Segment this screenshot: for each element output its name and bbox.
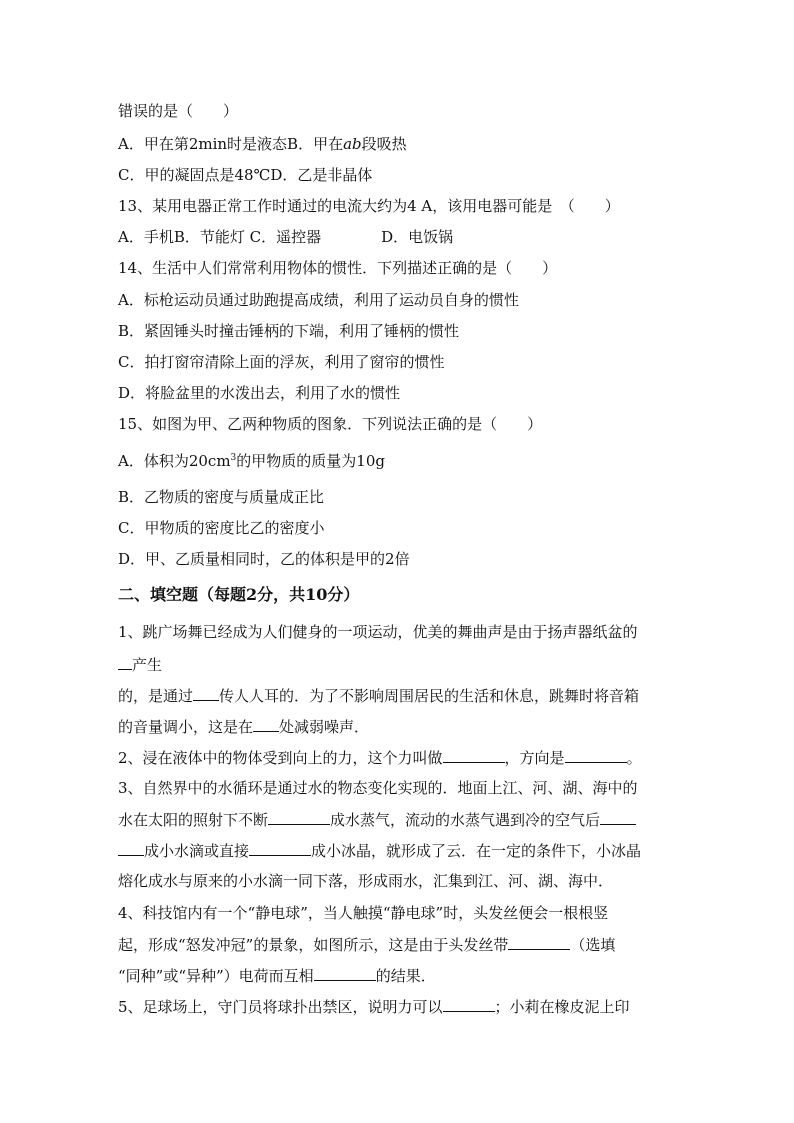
answer-blank[interactable] (443, 747, 505, 763)
fill-q3-line4 (118, 871, 613, 891)
text: 错误的是（ ） (118, 102, 239, 120)
q14-option-c (118, 352, 444, 372)
text: D．甲、乙质量相同时，乙的体积是甲的2倍 (118, 550, 410, 568)
text: B．乙物质的密度与质量成正比 (118, 488, 325, 506)
text: D．将脸盆里的水泼出去，利用了水的惯性 (118, 384, 401, 402)
q12-options-cd (118, 165, 372, 185)
text: 水在太阳的照射下不断 (118, 811, 269, 829)
answer-blank[interactable] (443, 996, 495, 1012)
q12-options-ab (118, 134, 407, 154)
answer-blank[interactable] (508, 934, 570, 950)
answer-blank[interactable] (314, 965, 376, 981)
section-heading (118, 585, 359, 605)
text: A．标枪运动员通过助跑提高成绩，利用了运动员自身的惯性 (118, 291, 519, 309)
text: ；小莉在橡皮泥上印 (494, 998, 630, 1016)
answer-blank[interactable] (118, 654, 132, 670)
text: 13、某用电器正常工作时通过的电流大约为4 A，该用电器可能是 （ ） (118, 197, 620, 215)
text: A．体积为20cm (118, 452, 231, 470)
text: C．拍打窗帘清除上面的浮灰，利用了窗帘的惯性 (118, 353, 445, 371)
fill-q1-line2 (118, 654, 162, 675)
text: （选填 (570, 936, 616, 954)
text: 处减弱噪声． (279, 718, 370, 736)
q14-option-a (118, 290, 519, 310)
answer-blank[interactable] (253, 716, 279, 732)
fill-q4-line3 (118, 965, 436, 986)
text: 。 (626, 749, 642, 767)
text: 2、浸在液体中的物体受到向上的力，这个力叫做 (118, 749, 443, 767)
text: A．甲在第2min时是液态B．甲在 (118, 135, 344, 153)
fill-q3-line1 (118, 778, 638, 798)
text: “同种”或“异种”）电荷而互相 (118, 967, 314, 985)
text: 3、自然界中的水循环是通过水的物态变化实现的．地面上江、河、湖、海中的 (118, 779, 638, 797)
q15-option-a (118, 451, 385, 471)
text: 14、生活中人们常常利用物体的惯性．下列描述正确的是（ ） (118, 259, 558, 277)
text: 1、跳广场舞已经成为人们健身的一项运动，优美的舞曲声是由于扬声器纸盆的 (118, 623, 638, 641)
q14-option-d (118, 383, 400, 403)
fill-q2 (118, 747, 642, 768)
text: 起，形成“怒发冲冠”的景象，如图所示，这是由于头发丝带 (118, 936, 509, 954)
answer-blank[interactable] (565, 747, 627, 763)
answer-blank[interactable] (600, 809, 636, 825)
fill-q1-line1 (118, 622, 638, 642)
text: 4、科技馆内有一个“静电球”，当人触摸“静电球”时，头发丝便会一根根竖 (118, 904, 609, 922)
fill-q4-line2 (118, 934, 615, 955)
text: A．手机B．节能灯 C．遥控器 D．电饭锅 (118, 228, 454, 246)
text: 成小冰晶，就形成了云．在一定的条件下，小冰晶 (311, 842, 642, 860)
fill-q3-line3 (118, 840, 641, 861)
text: 的音量调小，这是在 (118, 718, 254, 736)
text: 二、填空题（每题2分，共10分） (118, 585, 360, 604)
q14-option-b (118, 321, 459, 341)
text: 的，是通过 (118, 687, 194, 705)
text: C．甲的凝固点是48℃D．乙是非晶体 (118, 166, 373, 184)
fill-q5-line1 (118, 996, 630, 1017)
q15-option-c (118, 518, 324, 538)
text: C．甲物质的密度比乙的密度小 (118, 519, 325, 537)
text: 成小水滴或直接 (144, 842, 250, 860)
q15-option-d (118, 549, 410, 569)
answer-blank[interactable] (268, 809, 330, 825)
q12-stem-end (118, 101, 238, 121)
text: 熔化成水与原来的小水滴一同下落，形成雨水，汇集到江、河、湖、海中． (118, 872, 614, 890)
text: 产生 (132, 656, 163, 674)
fill-q4-line1 (118, 903, 608, 923)
fill-q1-line4 (118, 716, 369, 737)
q13-stem (118, 196, 620, 216)
q14-stem (118, 258, 557, 278)
text: 5、足球场上，守门员将球扑出禁区，说明力可以 (118, 998, 443, 1016)
fill-q3-line2 (118, 809, 636, 830)
text: ，方向是 (504, 749, 565, 767)
text: 15、如图为甲、乙两种物质的图象．下列说法正确的是（ ） (118, 415, 543, 433)
text: 的甲物质的质量为10g (236, 452, 385, 470)
text: 段吸热 (361, 135, 407, 153)
text: 的结果． (375, 967, 436, 985)
fill-q1-line3 (118, 685, 639, 706)
q15-stem (118, 414, 542, 434)
text: 成水蒸气，流动的水蒸气遇到冷的空气后 (330, 811, 601, 829)
text: 传人人耳的．为了不影响周围居民的生活和休息，跳舞时将音箱 (219, 687, 640, 705)
answer-blank[interactable] (249, 840, 311, 856)
text: B．紧固锤头时撞击锤柄的下端，利用了锤柄的惯性 (118, 322, 460, 340)
text-italic: ab (343, 135, 362, 153)
q15-option-b (118, 487, 324, 507)
answer-blank[interactable] (118, 840, 144, 856)
q13-options (118, 227, 453, 247)
superscript: 3 (230, 453, 237, 463)
answer-blank[interactable] (193, 685, 219, 701)
